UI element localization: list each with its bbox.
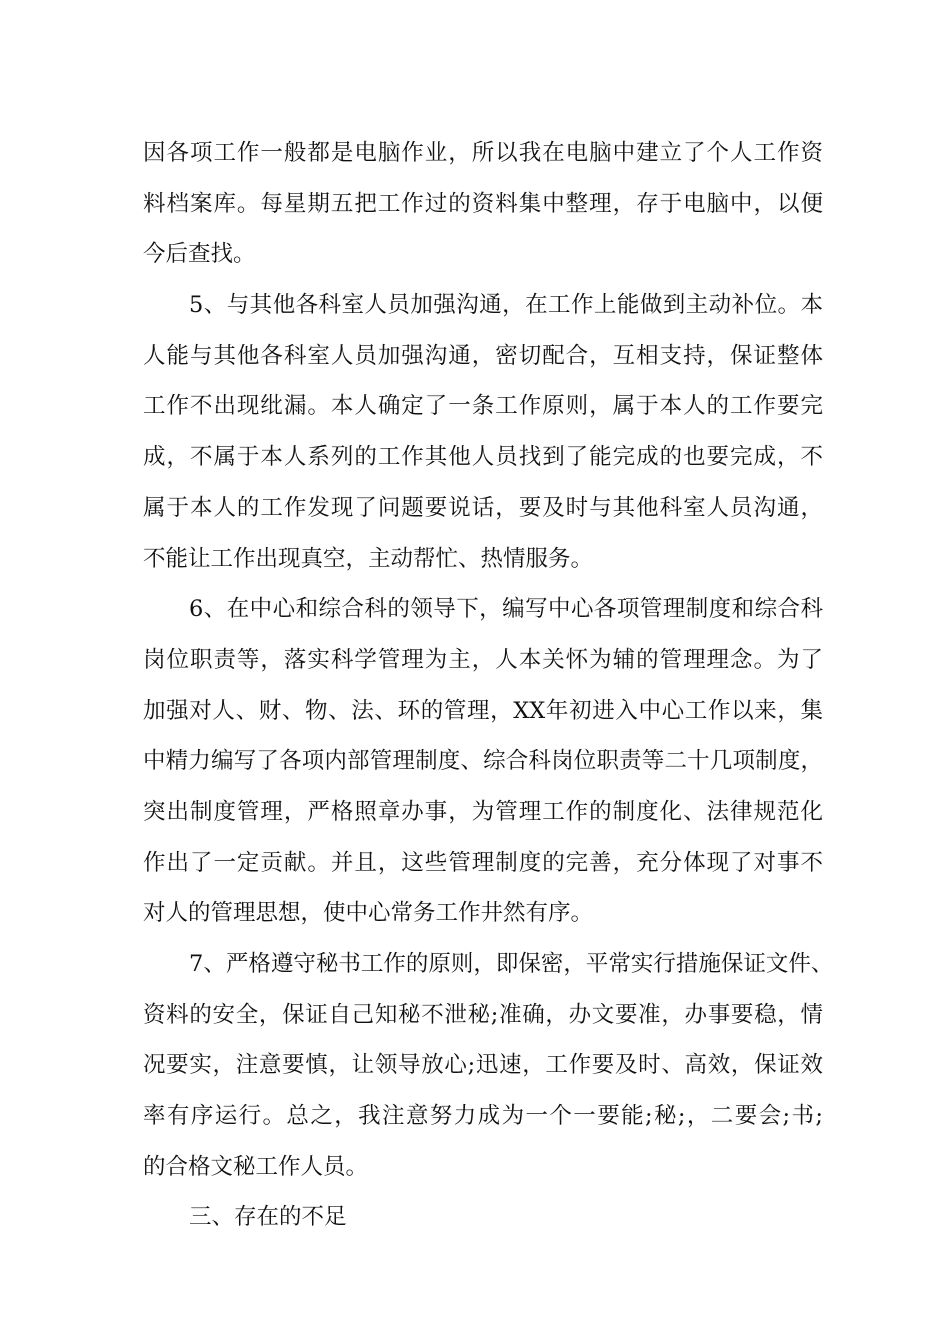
body-line-7: 成，不属于本人系列的工作其他人员找到了能完成的也要完成，不 (143, 444, 823, 471)
item-7-heading-line: 7、严格遵守秘书工作的原则，即保密，平常实行措施保证文件、 (189, 951, 834, 977)
body-line-9: 不能让工作出现真空，主动帮忙、热情服务。 (143, 545, 594, 572)
body-line-18: 资料的安全，保证自己知秘不泄秘;准确，办文要准，办事要稳，情 (143, 1001, 823, 1028)
body-line-2: 料档案库。每星期五把工作过的资料集中整理，存于电脑中，以便 (143, 190, 823, 217)
body-line-5: 人能与其他各科室人员加强沟通，密切配合，互相支持，保证整体 (143, 342, 823, 369)
body-line-14: 突出制度管理，严格照章办事，为管理工作的制度化、法律规范化 (143, 798, 823, 825)
item-5-heading-line: 5、与其他各科室人员加强沟通，在工作上能做到主动补位。本 (189, 292, 823, 319)
body-line-8: 属于本人的工作发现了问题要说话，要及时与其他科室人员沟通， (143, 494, 823, 521)
body-line-11: 岗位职责等，落实科学管理为主，人本关怀为辅的管理理念。为了 (143, 646, 823, 673)
item-6-heading-line: 6、在中心和综合科的领导下，编写中心各项管理制度和综合科 (189, 596, 823, 623)
body-line-6: 工作不出现纰漏。本人确定了一条工作原则，属于本人的工作要完 (143, 393, 823, 420)
body-line-1: 因各项工作一般都是电脑作业，所以我在电脑中建立了个人工作资 (143, 140, 823, 166)
body-line-13: 中精力编写了各项内部管理制度、综合科岗位职责等二十几项制度， (143, 748, 823, 775)
body-line-12: 加强对人、财、物、法、环的管理，XX年初进入中心工作以来，集 (143, 697, 823, 724)
body-line-3: 今后查找。 (143, 241, 256, 268)
document-body (143, 128, 834, 1243)
body-line-20: 率有序运行。总之，我注意努力成为一个一要能;秘;，二要会;书; (143, 1103, 823, 1130)
body-line-19: 况要实，注意要慎，让领导放心;迅速，工作要及时、高效，保证效 (143, 1052, 823, 1079)
section-heading-shortcomings: 三、存在的不足 (189, 1204, 347, 1231)
body-line-21: 的合格文秘工作人员。 (143, 1153, 369, 1180)
body-line-15: 作出了一定贡献。并且，这些管理制度的完善，充分体现了对事不 (143, 849, 823, 876)
body-line-16: 对人的管理思想，使中心常务工作井然有序。 (143, 900, 594, 927)
